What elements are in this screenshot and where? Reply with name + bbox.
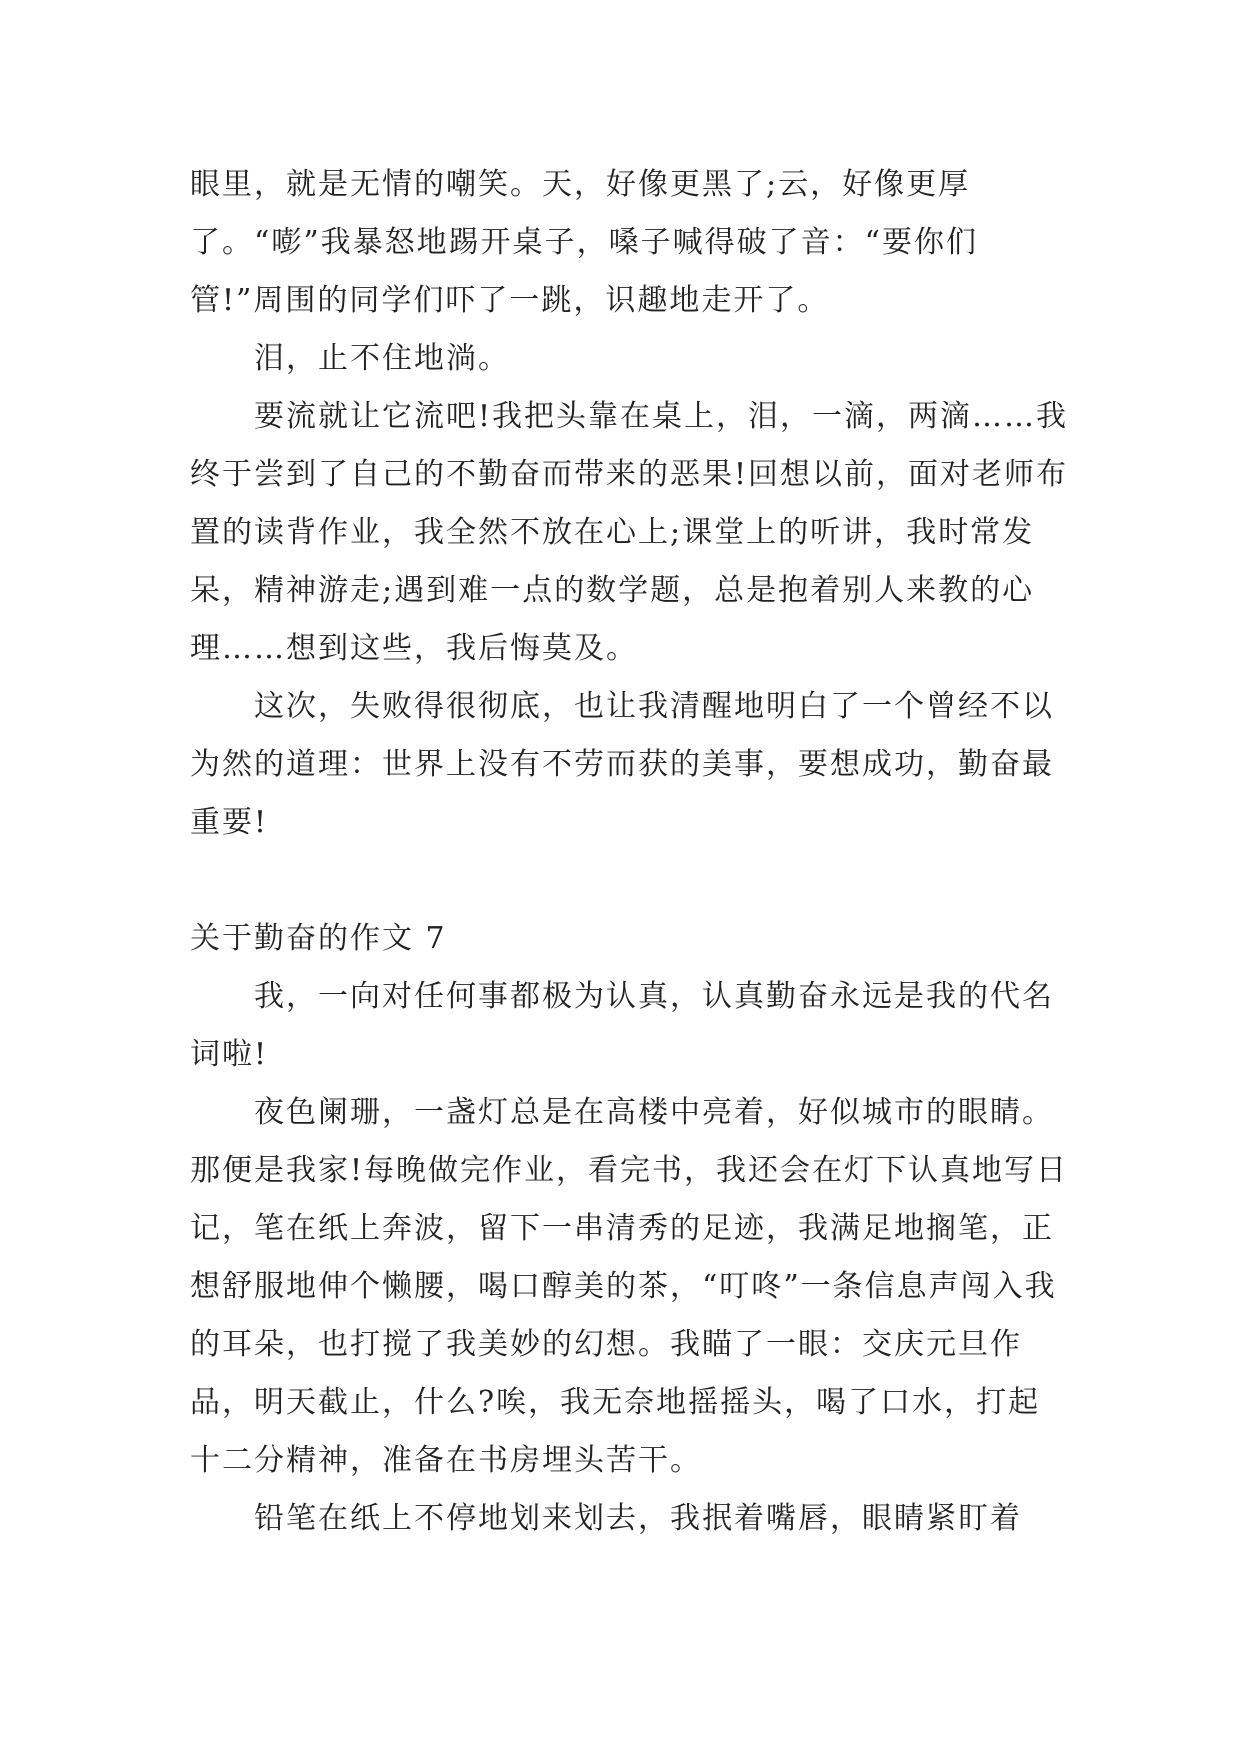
paragraph: 泪，止不住地淌。 xyxy=(254,341,510,376)
section-title: 关于勤奋的作文 7 xyxy=(190,921,447,956)
paragraph: 这次，失败得很彻底，也让我清醒地明白了一个曾经不以为然的道理：世界上没有不劳而获的美事，要想成功，勤奋最重要! xyxy=(190,689,1054,840)
paragraph: 铅笔在纸上不停地划来划去，我抿着嘴唇，眼睛紧盯着 xyxy=(254,1501,1022,1536)
paragraph: 夜色阑珊，一盏灯总是在高楼中亮着，好似城市的眼睛。那便是我家!每晚做完作业，看完书，我还会在灯下认真地写日记，笔在纸上奔波，留下一串清秀的足迹，我满足地搁笔，正想舒服地伸个懒腰，喝口醇美的茶，“叮咚”一条信息声闯入我的耳朵，也打搅了我美妙的幻想。我瞄了一眼：交庆元旦作品，明天截止，什么?唉，我无奈地摇摇头，喝了口水，打起十二分精神，准备在书房埋头苦干。 xyxy=(190,1095,1069,1478)
paragraph: 眼里，就是无情的嘲笑。天，好像更黑了;云，好像更厚了。“嘭”我暴怒地踢开桌子，嗓子喊得破了音：“要你们管!”周围的同学们吓了一跳，识趣地走开了。 xyxy=(190,167,979,318)
paragraph: 要流就让它流吧!我把头靠在桌上，泪，一滴，两滴……我终于尝到了自己的不勤奋而带来的恶果!回想以前，面对老师布置的读背作业，我全然不放在心上;课堂上的听讲，我时常发呆，精神游走;遇到难一点的数学题，总是抱着别人来教的心理……想到这些，我后悔莫及。 xyxy=(190,399,1069,666)
paragraph: 我，一向对任何事都极为认真，认真勤奋永远是我的代名词啦! xyxy=(190,979,1054,1072)
document-body xyxy=(190,156,1070,1548)
